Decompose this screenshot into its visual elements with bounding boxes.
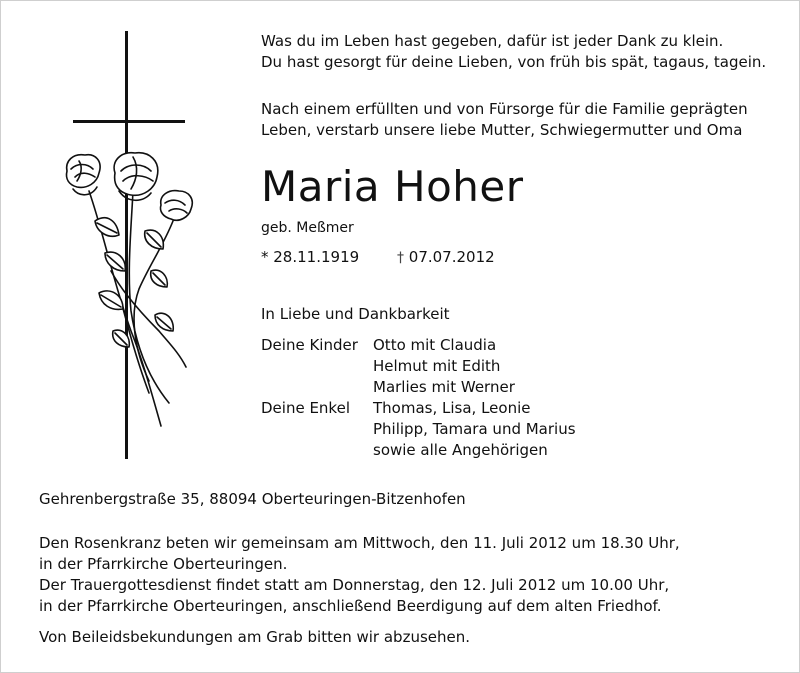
condolence-note: Von Beileidsbekundungen am Grab bitten wir abzusehen.	[39, 628, 471, 646]
family-role: Deine Kinder	[261, 336, 358, 354]
family-member: Helmut mit Edith	[373, 357, 501, 375]
intro-line: Nach einem erfüllten und von Fürsorge für die Familie geprägten	[261, 100, 748, 118]
service-line: in der Pfarrkirche Oberteuringen, anschließend Beerdigung auf dem alten Friedhof.	[39, 597, 662, 615]
family-member: Otto mit Claudia	[373, 336, 497, 354]
intro-line: Leben, verstarb unsere liebe Mutter, Schwiegermutter und Oma	[261, 121, 743, 139]
roses-icon	[66, 153, 192, 426]
family-member: Thomas, Lisa, Leonie	[373, 399, 531, 417]
death-date: 07.07.2012	[408, 248, 495, 266]
closing-line: In Liebe und Dankbarkeit	[261, 305, 450, 323]
death-date-group	[397, 247, 495, 269]
poem-line: Du hast gesorgt für deine Lieben, von früh bis spät, tagaus, tagein.	[261, 53, 767, 71]
cross-with-roses	[51, 31, 211, 466]
service-line: in der Pfarrkirche Oberteuringen.	[39, 555, 288, 573]
service-line: Der Trauergottesdienst findet statt am Donnerstag, den 12. Juli 2012 um 10.00 Uhr,	[39, 576, 670, 594]
address: Gehrenbergstraße 35, 88094 Oberteuringen-Bitzenhofen	[39, 490, 466, 508]
family-role: Deine Enkel	[261, 399, 350, 417]
poem-line: Was du im Leben hast gegeben, dafür ist jeder Dank zu klein.	[261, 32, 724, 50]
deceased-name: Maria Hoher	[261, 162, 524, 211]
dagger-icon: †	[397, 250, 404, 266]
family-member: Philipp, Tamara und Marius	[373, 420, 576, 438]
birth-date: * 28.11.1919	[261, 248, 360, 266]
service-line: Den Rosenkranz beten wir gemeinsam am Mittwoch, den 11. Juli 2012 um 18.30 Uhr,	[39, 534, 680, 552]
family-member: Marlies mit Werner	[373, 378, 515, 396]
maiden-name: geb. Meßmer	[261, 220, 354, 236]
cross-icon	[73, 31, 185, 459]
family-member: sowie alle Angehörigen	[373, 441, 548, 459]
